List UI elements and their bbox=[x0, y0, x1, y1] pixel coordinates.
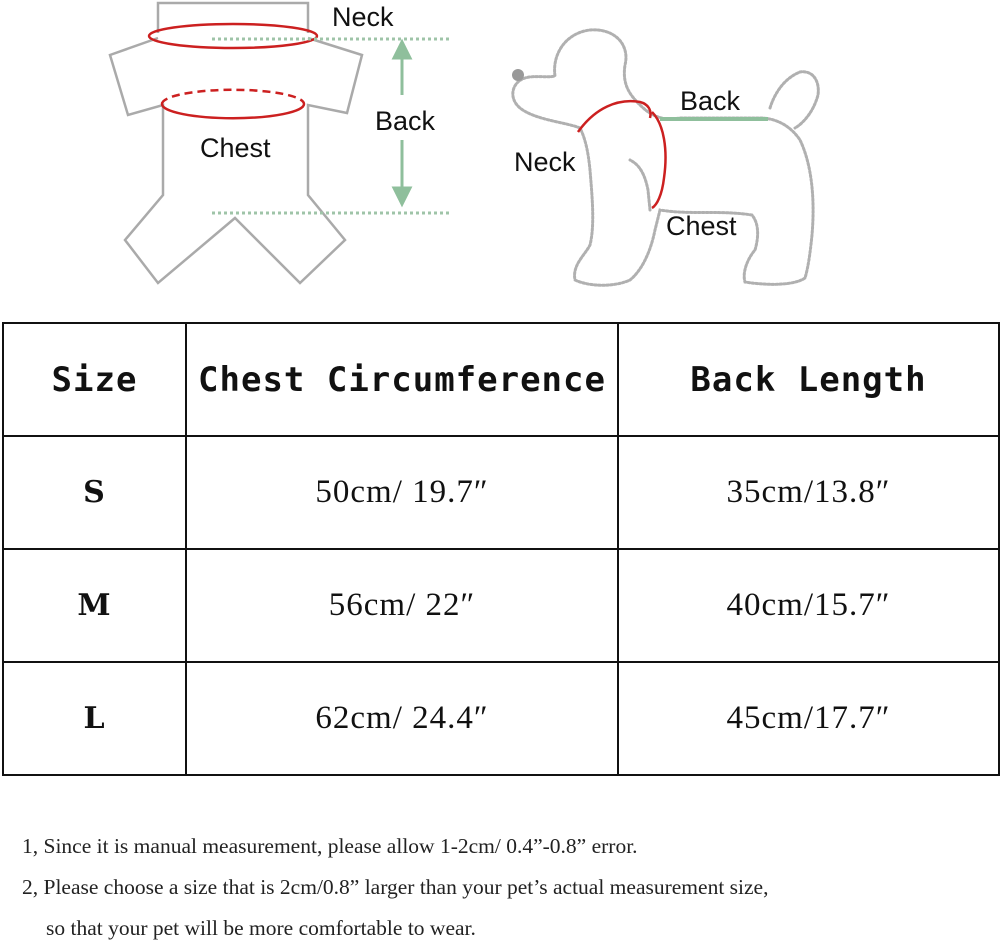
table-row bbox=[3, 549, 999, 662]
back-length-cell: 40cm/15.7″ bbox=[618, 549, 999, 662]
diagram-graphics bbox=[0, 0, 1000, 300]
table-header-row bbox=[3, 323, 999, 436]
garment-neck-line bbox=[149, 24, 317, 48]
table-row bbox=[3, 436, 999, 549]
dog-neck-label: Neck bbox=[514, 147, 576, 177]
garment-neck-label: Neck bbox=[332, 2, 394, 32]
dog-chest-line bbox=[652, 112, 666, 208]
back-length-cell: 45cm/17.7″ bbox=[618, 662, 999, 775]
header-back-length: Back Length bbox=[618, 323, 999, 436]
note-line-3: so that your pet will be more comfortable to wear. bbox=[46, 916, 476, 940]
dog-back-label: Back bbox=[680, 86, 741, 116]
chest-cell: 62cm/ 24.4″ bbox=[186, 662, 618, 775]
size-cell: S bbox=[3, 436, 186, 549]
chest-cell: 50cm/ 19.7″ bbox=[186, 436, 618, 549]
note-line-1: 1, Since it is manual measurement, please allow 1-2cm/ 0.4”-0.8” error. bbox=[22, 834, 638, 858]
garment-chest-line-front bbox=[162, 104, 304, 118]
measurement-notes bbox=[22, 826, 992, 949]
size-cell: M bbox=[3, 549, 186, 662]
measurement-diagram bbox=[0, 0, 1000, 300]
back-length-cell: 35cm/13.8″ bbox=[618, 436, 999, 549]
size-chart-table bbox=[2, 322, 1000, 776]
dog-nose bbox=[512, 69, 524, 81]
header-size: Size bbox=[3, 323, 186, 436]
chest-cell: 56cm/ 22″ bbox=[186, 549, 618, 662]
garment-chest-label: Chest bbox=[200, 133, 271, 163]
size-cell: L bbox=[3, 662, 186, 775]
garment-back-label: Back bbox=[375, 106, 436, 136]
dog-chest-label: Chest bbox=[666, 211, 737, 241]
table-row bbox=[3, 662, 999, 775]
header-chest-circumference: Chest Circumference bbox=[186, 323, 618, 436]
note-line-2: 2, Please choose a size that is 2cm/0.8” larger than your pet’s actual measurement size, bbox=[22, 875, 769, 899]
garment-chest-line-back bbox=[162, 90, 304, 104]
